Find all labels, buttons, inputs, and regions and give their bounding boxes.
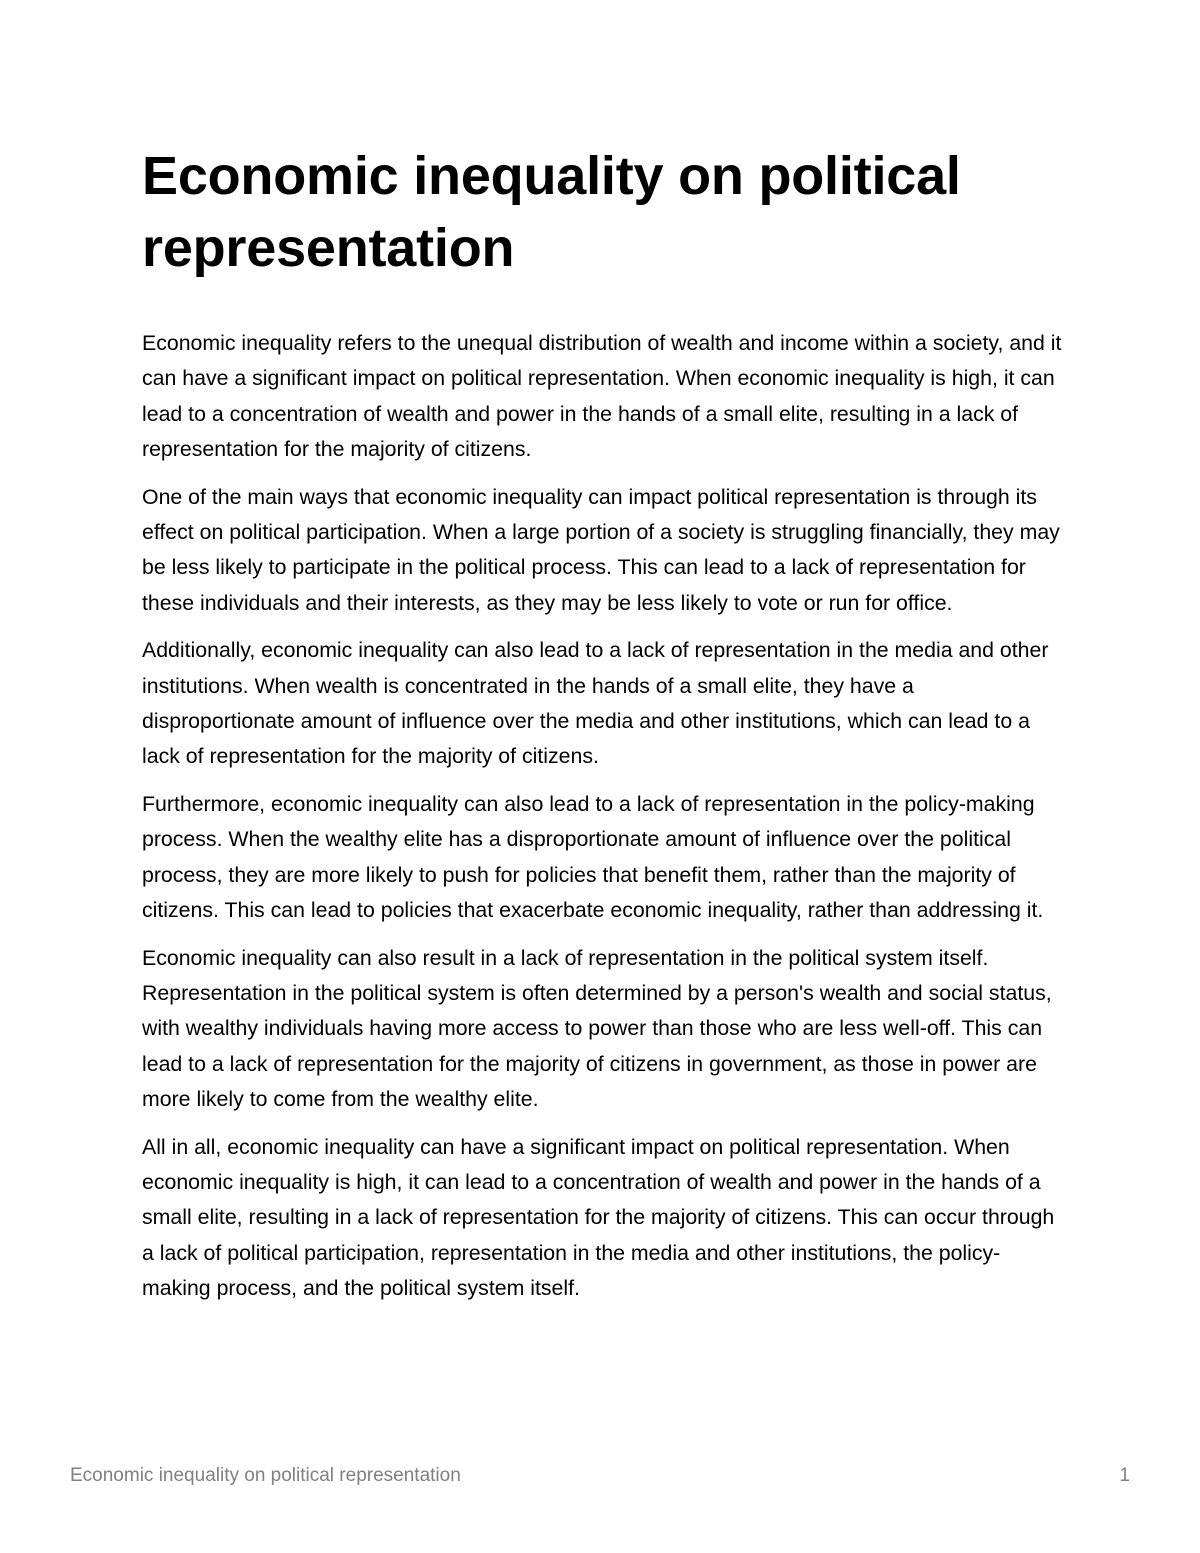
paragraph: Economic inequality refers to the unequal distribution of wealth and income within a society, and it can have a significant impact on political representation. When economic inequality is high, it can lead to a concentration of wealth and power in the hands of a small elite, resulting in a lack of representation for the majority of citizens. xyxy=(142,331,1062,461)
paragraph: All in all, economic inequality can have a significant impact on political representation. When economic inequality is high, it can lead to a concentration of wealth and power in the hands of a small elite, resulting in a lack of representation for the majority of citizens. This can occur through a lack of political participation, representation in the media and other institutions, the policy-making process, and the political system itself. xyxy=(142,1134,1055,1300)
paragraph: Economic inequality can also result in a lack of representation in the political system itself. Representation in the political system is often determined by a person's wealth and social status, with wealthy individuals having more access to power than those who are less well-off. This can lead to a lack of representation for the majority of citizens in government, as those in power are more likely to come from the wealthy elite. xyxy=(142,945,1052,1111)
paragraph: Furthermore, economic inequality can also lead to a lack of representation in the policy-making process. When the wealthy elite has a disproportionate amount of influence over the political process, they are more likely to push for policies that benefit them, rather than the majority of citizens. This can lead to policies that exacerbate economic inequality, rather than addressing it. xyxy=(142,792,1044,922)
document-title: Economic inequality on political representation xyxy=(142,146,961,278)
footer-title: Economic inequality on political representation xyxy=(70,1465,461,1486)
page-footer xyxy=(70,1465,1130,1491)
document-body xyxy=(142,140,1062,1319)
page-number: 1 xyxy=(1119,1465,1130,1486)
paragraph: One of the main ways that economic inequality can impact political representation is through its effect on political participation. When a large portion of a society is struggling financially, they may be less likely to participate in the political process. This can lead to a lack of representation for these individuals and their interests, as they may be less likely to vote or run for office. xyxy=(142,484,1060,615)
paragraph: Additionally, economic inequality can also lead to a lack of representation in the media and other institutions. When wealth is concentrated in the hands of a small elite, they have a disproportionate amount of influence over the media and other institutions, which can lead to a lack of representation for the majority of citizens. xyxy=(142,638,1049,769)
